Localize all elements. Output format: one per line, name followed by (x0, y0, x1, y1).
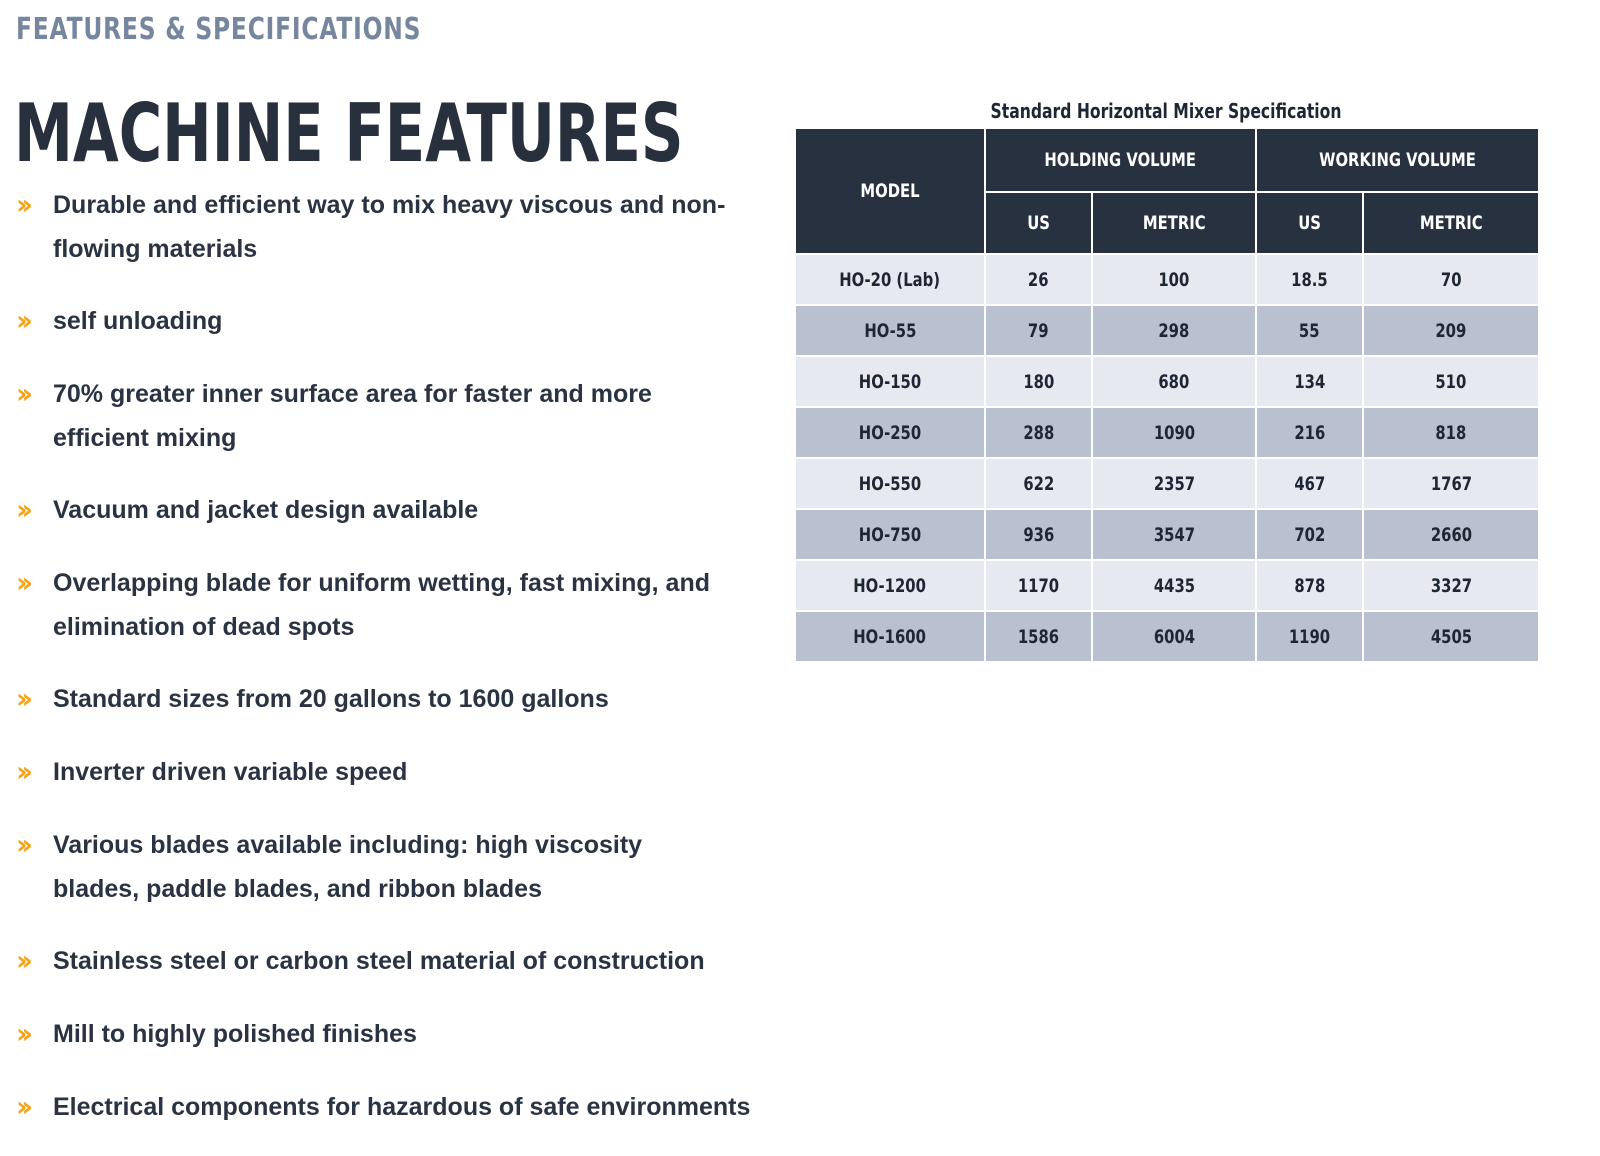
cell-holding-metric: 4435 (1092, 560, 1256, 611)
header-working-volume: WORKING VOLUME (1256, 128, 1539, 192)
cell-model: HO-250 (795, 407, 985, 458)
cell-holding-us: 26 (985, 254, 1092, 305)
feature-text-line: Overlapping blade for uniform wetting, fast mixing, and (53, 569, 710, 597)
cell-model: HO-1600 (795, 611, 985, 662)
section-label: FEATURES & SPECIFICATIONS (16, 12, 422, 47)
cell-working-us: 1190 (1256, 611, 1363, 662)
feature-materials (16, 939, 786, 983)
cell-working-metric: 2660 (1363, 509, 1539, 560)
cell-model: HO-550 (795, 458, 985, 509)
cell-working-metric: 4505 (1363, 611, 1539, 662)
feature-text (53, 372, 652, 460)
feature-text (53, 939, 705, 983)
cell-holding-metric: 2357 (1092, 458, 1256, 509)
header-holding-metric: METRIC (1092, 192, 1256, 254)
table-row (795, 458, 1539, 509)
cell-holding-us: 288 (985, 407, 1092, 458)
cell-holding-us: 1586 (985, 611, 1092, 662)
header-holding-volume: HOLDING VOLUME (985, 128, 1256, 192)
cell-model: HO-750 (795, 509, 985, 560)
cell-working-metric: 510 (1363, 356, 1539, 407)
table-row (795, 560, 1539, 611)
feature-text-line: Electrical components for hazardous of safe environments (53, 1093, 751, 1121)
feature-text-line: self unloading (53, 307, 223, 335)
feature-self-unloading (16, 299, 786, 343)
header-working-us: US (1256, 192, 1363, 254)
cell-holding-metric: 1090 (1092, 407, 1256, 458)
feature-text-line: Durable and efficient way to mix heavy viscous and non- (53, 191, 726, 219)
double-chevron-right-icon: ›› (16, 828, 28, 861)
cell-model: HO-55 (795, 305, 985, 356)
feature-text (53, 488, 478, 532)
feature-text (53, 750, 407, 794)
feature-finishes (16, 1012, 786, 1056)
cell-working-us: 702 (1256, 509, 1363, 560)
spec-table-body (795, 254, 1539, 662)
table-row (795, 509, 1539, 560)
cell-working-metric: 70 (1363, 254, 1539, 305)
feature-text (53, 1012, 417, 1056)
double-chevron-right-icon: ›› (16, 188, 28, 221)
table-row (795, 254, 1539, 305)
double-chevron-right-icon: ›› (16, 377, 28, 410)
cell-holding-us: 622 (985, 458, 1092, 509)
feature-text (53, 183, 725, 271)
feature-durable (16, 183, 786, 271)
cell-holding-us: 180 (985, 356, 1092, 407)
cell-holding-metric: 100 (1092, 254, 1256, 305)
feature-text-line: blades, paddle blades, and ribbon blades (53, 875, 542, 903)
cell-working-metric: 209 (1363, 305, 1539, 356)
cell-holding-metric: 3547 (1092, 509, 1256, 560)
cell-holding-us: 936 (985, 509, 1092, 560)
double-chevron-right-icon: ›› (16, 944, 28, 977)
table-row (795, 611, 1539, 662)
feature-text-line: flowing materials (53, 235, 258, 263)
header-holding-us: US (985, 192, 1092, 254)
feature-standard-sizes (16, 677, 786, 721)
double-chevron-right-icon: ›› (16, 1017, 28, 1050)
cell-holding-us: 1170 (985, 560, 1092, 611)
cell-model: HO-20 (Lab) (795, 254, 985, 305)
cell-working-metric: 818 (1363, 407, 1539, 458)
feature-text-line: efficient mixing (53, 424, 237, 452)
feature-text-line: 70% greater inner surface area for faster and more (53, 380, 652, 408)
feature-inverter (16, 750, 786, 794)
feature-text-line: Mill to highly polished finishes (53, 1020, 417, 1048)
cell-working-us: 134 (1256, 356, 1363, 407)
feature-text (53, 823, 642, 911)
cell-working-us: 878 (1256, 560, 1363, 611)
cell-model: HO-1200 (795, 560, 985, 611)
double-chevron-right-icon: ›› (16, 304, 28, 337)
feature-electrical (16, 1085, 786, 1129)
feature-text-line: elimination of dead spots (53, 613, 355, 641)
spec-table-caption: Standard Horizontal Mixer Specification (990, 99, 1342, 123)
header-model: MODEL (795, 128, 985, 254)
table-row (795, 407, 1539, 458)
feature-vacuum-jacket (16, 488, 786, 532)
feature-text (53, 299, 222, 343)
cell-working-us: 18.5 (1256, 254, 1363, 305)
header-working-metric: METRIC (1363, 192, 1539, 254)
page-title: MACHINE FEATURES (14, 87, 684, 180)
feature-text-line: Inverter driven variable speed (53, 758, 408, 786)
feature-text-line: Stainless steel or carbon steel material of construction (53, 947, 705, 975)
cell-working-us: 216 (1256, 407, 1363, 458)
feature-text (53, 1085, 750, 1129)
cell-working-us: 55 (1256, 305, 1363, 356)
double-chevron-right-icon: ›› (16, 682, 28, 715)
feature-overlapping-blade (16, 561, 786, 649)
spec-table (794, 127, 1540, 663)
cell-holding-metric: 298 (1092, 305, 1256, 356)
feature-text (53, 561, 710, 649)
double-chevron-right-icon: ›› (16, 755, 28, 788)
cell-holding-metric: 6004 (1092, 611, 1256, 662)
feature-text-line: Vacuum and jacket design available (53, 496, 479, 524)
spec-table-container (794, 95, 1538, 663)
feature-text-line: Various blades available including: high viscosity (53, 831, 643, 859)
double-chevron-right-icon: ›› (16, 1090, 28, 1123)
double-chevron-right-icon: ›› (16, 493, 28, 526)
cell-working-us: 467 (1256, 458, 1363, 509)
table-row (795, 356, 1539, 407)
cell-holding-us: 79 (985, 305, 1092, 356)
feature-blades (16, 823, 786, 911)
feature-surface-area (16, 372, 786, 460)
table-row (795, 305, 1539, 356)
feature-text (53, 677, 609, 721)
cell-working-metric: 3327 (1363, 560, 1539, 611)
cell-working-metric: 1767 (1363, 458, 1539, 509)
cell-holding-metric: 680 (1092, 356, 1256, 407)
cell-model: HO-150 (795, 356, 985, 407)
feature-text-line: Standard sizes from 20 gallons to 1600 gallons (53, 685, 609, 713)
double-chevron-right-icon: ›› (16, 566, 28, 599)
